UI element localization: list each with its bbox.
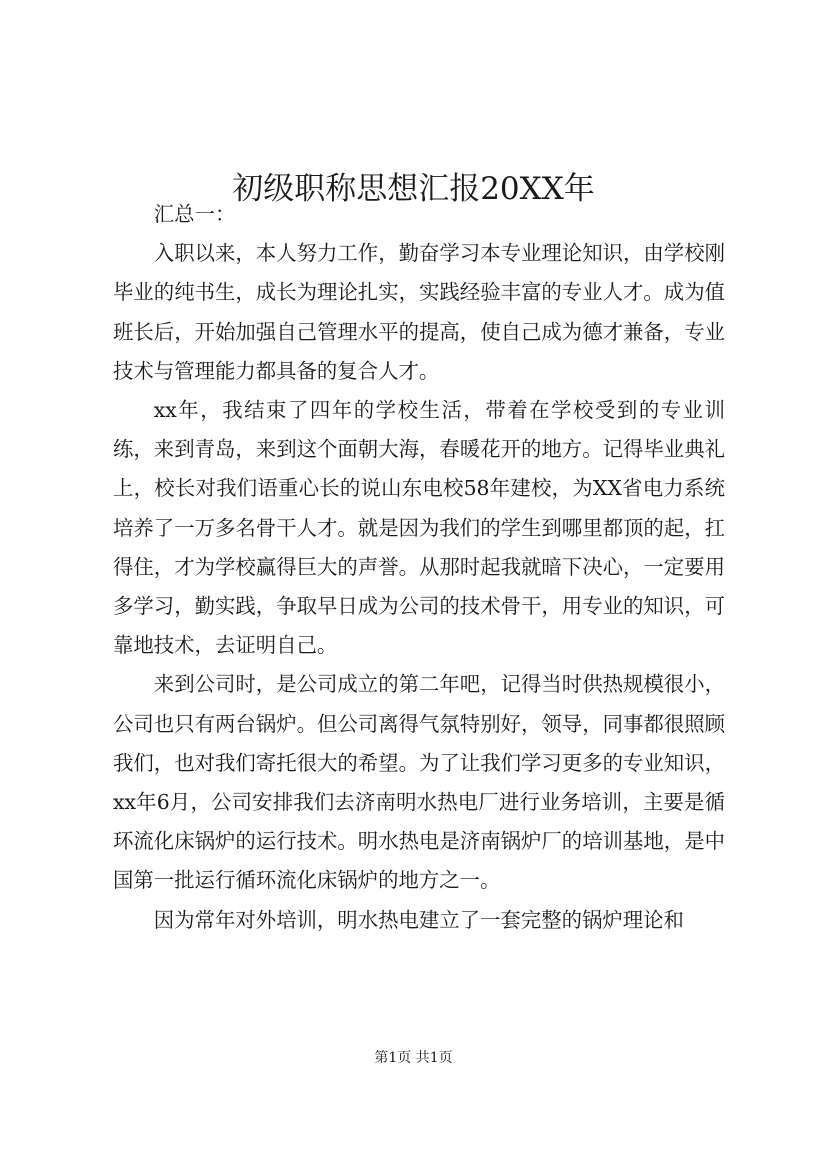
section-heading: 汇总一：: [153, 202, 236, 226]
paragraph-2: xx年，我结束了四年的学校生活，带着在学校受到的专业训练，来到青岛，来到这个面朝大海，春暖花开的地方。记得毕业典礼上，校长对我们语重心长的说山东电校58年建校，为XX省电力系统培养了一万多名骨干人才。就是因为我们的学生到哪里都顶的起，扛得住，才为学校赢得巨大的声誉。从那时起我就暗下决心，一定要用多学习，勤实践，争取早日成为公司的技术骨干，用专业的知识，可靠地技术，去证明自己。: [113, 398, 725, 658]
document-body: [113, 195, 725, 940]
document-title: 初级职称思想汇报20XX年: [232, 170, 595, 207]
page-footer: 第1页 共1页: [374, 1050, 453, 1066]
paragraph-1: 入职以来，本人努力工作，勤奋学习本专业理论知识，由学校刚毕业的纯书生，成长为理论扎实，实践经验丰富的专业人才。成为值班长后，开始加强自己管理水平的提高，使自己成为德才兼备，专业技术与管理能力都具备的复合人才。: [113, 241, 725, 383]
paragraph-3: 来到公司时，是公司成立的第二年吧，记得当时供热规模很小，公司也只有两台锅炉。但公司离得气氛特别好，领导，同事都很照顾我们，也对我们寄托很大的希望。为了让我们学习更多的专业知识，xx年6月，公司安排我们去济南明水热电厂进行业务培训，主要是循环流化床锅炉的运行技术。明水热电是济南锅炉厂的培训基地，是中国第一批运行循环流化床锅炉的地方之一。: [113, 672, 725, 893]
paragraph-4: 因为常年对外培训，明水热电建立了一套完整的锅炉理论和: [153, 907, 684, 932]
